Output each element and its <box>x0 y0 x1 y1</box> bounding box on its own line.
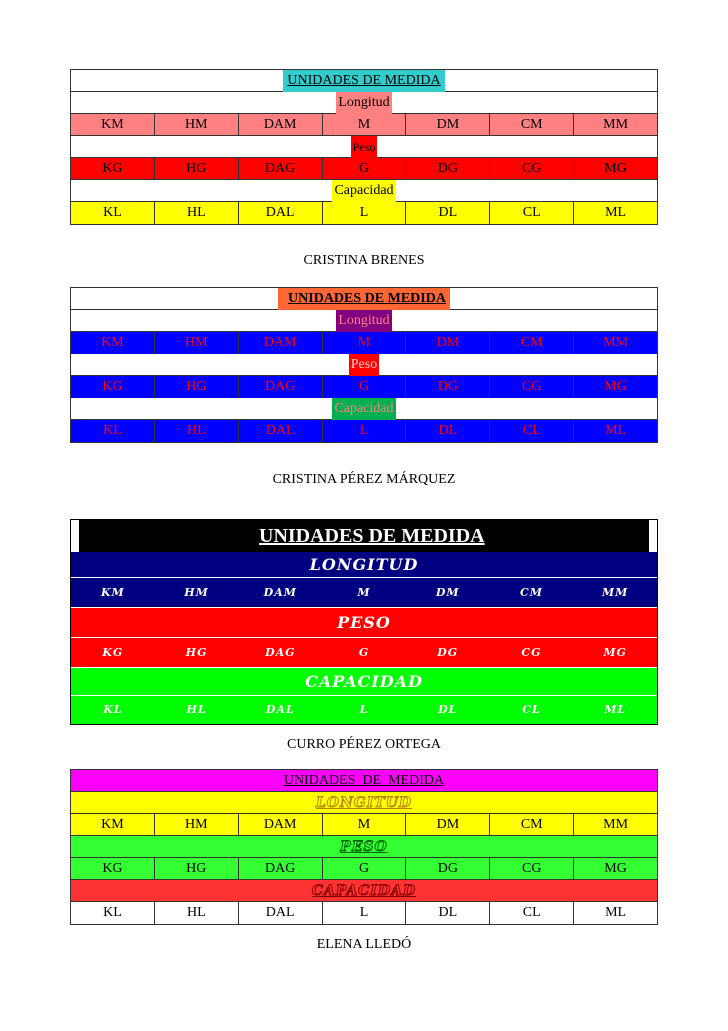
unit-cell: G <box>322 858 406 879</box>
unit-cell: DAG <box>238 376 322 397</box>
unit-cell: DL <box>438 703 458 716</box>
capacity-label: CAPACIDAD <box>311 883 417 899</box>
unit-cell: HG <box>185 646 208 659</box>
table-curro-perez <box>70 519 658 725</box>
unit-cell: ML <box>573 902 657 924</box>
unit-cell: CG <box>489 158 573 179</box>
length-units-row <box>71 578 657 608</box>
length-header-row <box>71 310 657 332</box>
unit-cell: MM <box>601 586 629 599</box>
length-header-row <box>71 92 657 114</box>
length-label: Longitud <box>336 92 391 114</box>
unit-cell: MM <box>573 814 657 835</box>
table-title: UNIDADES DE MEDIDA <box>278 288 450 310</box>
unit-cell: DG <box>437 646 459 659</box>
table-cristina-perez <box>70 287 658 443</box>
unit-cell: KL <box>71 420 154 442</box>
capacity-header-row <box>71 398 657 420</box>
unit-cell: HM <box>154 332 238 353</box>
unit-cell: M <box>322 332 406 353</box>
length-header-row <box>71 792 657 814</box>
table-title: UNIDADES DE MEDIDA <box>283 773 445 788</box>
unit-cell: DM <box>435 586 460 599</box>
unit-cell: KM <box>100 586 125 599</box>
weight-units-row <box>71 858 657 880</box>
weight-label: Peso <box>351 136 378 158</box>
unit-cell: CL <box>489 420 573 442</box>
unit-cell: DAL <box>238 202 322 224</box>
unit-cell: HL <box>186 703 207 716</box>
unit-cell: KG <box>102 861 123 876</box>
unit-cell: DG <box>405 858 489 879</box>
unit-cell: DAL <box>265 703 295 716</box>
unit-cell: ML <box>573 420 657 442</box>
weight-units-row <box>71 376 657 398</box>
capacity-units-row <box>71 420 657 442</box>
unit-cell: M <box>322 114 406 135</box>
unit-cell: ML <box>604 703 627 716</box>
title-row <box>71 70 657 92</box>
weight-label: PESO <box>337 613 391 632</box>
unit-cell: DAM <box>238 114 322 135</box>
weight-units-row <box>71 158 657 180</box>
unit-cell: HG <box>154 376 238 397</box>
weight-header-row <box>71 354 657 376</box>
title-row <box>71 288 657 310</box>
weight-units-row <box>71 638 657 668</box>
unit-cell: DM <box>405 114 489 135</box>
signature: CRISTINA BRENES <box>303 253 425 268</box>
title-row <box>71 520 657 552</box>
capacity-units-row <box>71 696 657 724</box>
signature: ELENA LLEDÓ <box>316 937 412 952</box>
unit-cell: HG <box>154 858 238 879</box>
capacity-header-row <box>71 180 657 202</box>
unit-cell: M <box>357 586 371 599</box>
length-units-row <box>71 814 657 836</box>
unit-cell: L <box>322 902 406 924</box>
unit-cell: HL <box>154 902 238 924</box>
unit-cell: CM <box>519 586 543 599</box>
unit-cell: MM <box>573 332 657 353</box>
table-title: UNIDADES DE MEDIDA <box>79 520 649 552</box>
unit-cell: L <box>322 420 406 442</box>
capacity-label: Capacidad <box>332 398 395 420</box>
weight-header-row <box>71 608 657 638</box>
unit-cell: DM <box>405 332 489 353</box>
unit-cell: DL <box>405 202 489 224</box>
unit-cell: KL <box>103 703 123 716</box>
capacity-header-row <box>71 880 657 902</box>
capacity-units-row <box>71 202 657 224</box>
length-units-row <box>71 332 657 354</box>
unit-cell: L <box>359 703 369 716</box>
unit-cell: DG <box>405 376 489 397</box>
title-row <box>71 770 657 792</box>
weight-header-row <box>71 136 657 158</box>
length-label: LONGITUD <box>315 795 413 811</box>
table-elena-lledo <box>70 769 658 925</box>
unit-cell: MG <box>573 858 657 879</box>
table-cristina-brenes <box>70 69 658 225</box>
unit-cell: DAM <box>238 332 322 353</box>
capacity-units-row <box>71 902 657 924</box>
unit-cell: KM <box>71 332 154 353</box>
unit-cell: G <box>322 376 406 397</box>
unit-cell: KG <box>71 376 154 397</box>
unit-cell: HL <box>154 420 238 442</box>
unit-cell: HG <box>154 158 238 179</box>
unit-cell: DM <box>405 814 489 835</box>
unit-cell: MG <box>573 376 657 397</box>
unit-cell: KL <box>103 905 122 920</box>
unit-cell: DAM <box>263 586 297 599</box>
unit-cell: DL <box>405 420 489 442</box>
weight-label: Peso <box>349 354 379 376</box>
unit-cell: CG <box>489 376 573 397</box>
unit-cell: DAL <box>238 420 322 442</box>
unit-cell: DAL <box>238 902 322 924</box>
unit-cell: CL <box>522 703 541 716</box>
unit-cell: CL <box>489 902 573 924</box>
unit-cell: CM <box>489 814 573 835</box>
unit-cell: KL <box>103 205 122 220</box>
unit-cell: MG <box>603 646 627 659</box>
capacity-header-row <box>71 668 657 696</box>
unit-cell: G <box>322 158 406 179</box>
unit-cell: CM <box>489 114 573 135</box>
unit-cell: CG <box>489 858 573 879</box>
unit-cell: ML <box>573 202 657 224</box>
unit-cell: KM <box>101 817 124 832</box>
unit-cell: MG <box>573 158 657 179</box>
table-title: UNIDADES DE MEDIDA <box>283 70 444 92</box>
unit-cell: M <box>322 814 406 835</box>
unit-cell: MM <box>573 114 657 135</box>
signature: CRISTINA PÉREZ MÁRQUEZ <box>272 472 456 487</box>
capacity-label: Capacidad <box>332 180 395 202</box>
unit-cell: DAM <box>238 814 322 835</box>
unit-cell: L <box>322 202 406 224</box>
unit-cell: HM <box>154 814 238 835</box>
signature: CURRO PÉREZ ORTEGA <box>287 737 441 752</box>
unit-cell: KM <box>101 117 124 132</box>
unit-cell: DG <box>405 158 489 179</box>
capacity-label: CAPACIDAD <box>305 672 423 691</box>
length-label: Longitud <box>336 310 391 332</box>
unit-cell: DAG <box>238 858 322 879</box>
unit-cell: DAG <box>238 158 322 179</box>
unit-cell: CM <box>489 332 573 353</box>
unit-cell: HL <box>154 202 238 224</box>
unit-cell: KG <box>102 161 123 176</box>
unit-cell: DAG <box>265 646 296 659</box>
unit-cell: DL <box>405 902 489 924</box>
weight-header-row <box>71 836 657 858</box>
unit-cell: HM <box>154 114 238 135</box>
unit-cell: HM <box>184 586 209 599</box>
length-label: LONGITUD <box>309 555 419 574</box>
unit-cell: KG <box>102 646 124 659</box>
unit-cell: G <box>358 646 370 659</box>
unit-cell: CL <box>489 202 573 224</box>
length-header-row <box>71 552 657 578</box>
length-units-row <box>71 114 657 136</box>
weight-label: PESO <box>340 839 388 855</box>
unit-cell: CG <box>521 646 542 659</box>
